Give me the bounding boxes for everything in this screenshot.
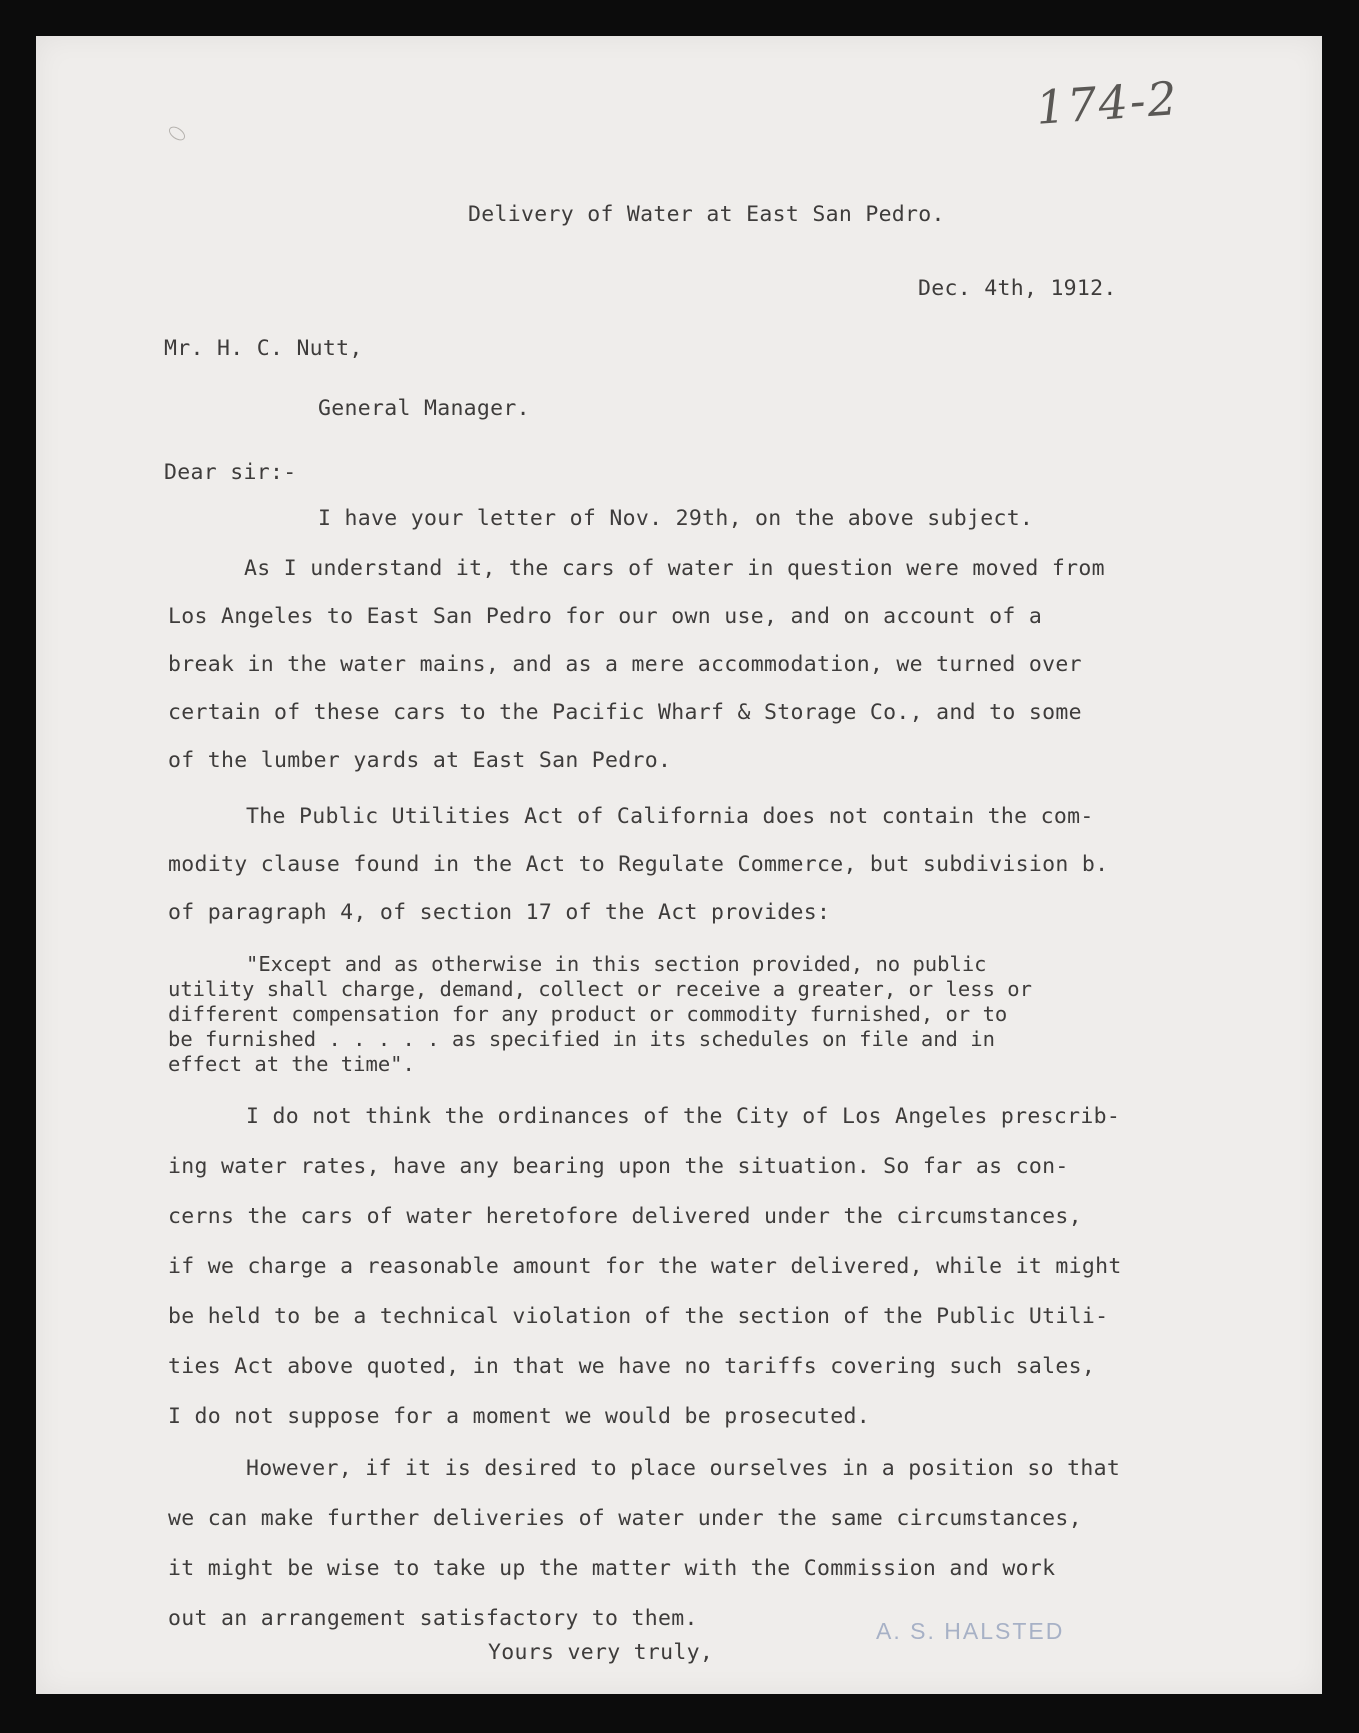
paragraph-line: be held to be a technical violation of the section of the Public Utili- — [168, 1304, 1109, 1329]
paragraph-line: Los Angeles to East San Pedro for our own use, and on account of a — [168, 604, 1043, 629]
salutation: Dear sir:- — [164, 460, 297, 485]
paragraph-line: break in the water mains, and as a mere accommodation, we turned over — [168, 652, 1082, 677]
letter-subject: Delivery of Water at East San Pedro. — [468, 202, 945, 227]
paragraph-line: if we charge a reasonable amount for the water delivered, while it might — [168, 1254, 1122, 1279]
recipient-name: Mr. H. C. Nutt, — [164, 336, 363, 361]
paragraph-line: we can make further deliveries of water under the same circumstances, — [168, 1506, 1082, 1531]
paragraph-line: The Public Utilities Act of California does not contain the com- — [246, 804, 1094, 829]
paragraph-line: it might be wise to take up the matter with the Commission and work — [168, 1556, 1056, 1581]
paragraph-line: However, if it is desired to place ourselves in a position so that — [246, 1456, 1121, 1481]
paragraph-line: ties Act above quoted, in that we have no tariffs covering such sales, — [168, 1354, 1096, 1379]
closing: Yours very truly, — [488, 1640, 714, 1665]
recipient-title: General Manager. — [318, 396, 530, 421]
paragraph-line: cerns the cars of water heretofore delivered under the circumstances, — [168, 1204, 1082, 1229]
paragraph-line: of the lumber yards at East San Pedro. — [168, 748, 672, 773]
signature-stamp: A. S. HALSTED — [876, 1618, 1065, 1644]
paragraph-line: As I understand it, the cars of water in question were moved from — [244, 556, 1105, 581]
paragraph-line: of paragraph 4, of section 17 of the Act provides: — [168, 900, 831, 925]
handwritten-file-number: 174-2 — [1034, 71, 1181, 135]
paragraph-line: modity clause found in the Act to Regulate Commerce, but subdivision b. — [168, 852, 1109, 877]
quote-line: different compensation for any product or commodity furnished, or to — [168, 1002, 1008, 1026]
paragraph-line: I do not think the ordinances of the City of Los Angeles prescrib- — [246, 1104, 1121, 1129]
paragraph-line: ing water rates, have any bearing upon the situation. So far as con- — [168, 1154, 1069, 1179]
paragraph-line: I do not suppose for a moment we would be prosecuted. — [168, 1404, 870, 1429]
letter-date: Dec. 4th, 1912. — [918, 276, 1117, 301]
letter-page — [36, 36, 1322, 1694]
quote-line: utility shall charge, demand, collect or receive a greater, or less or — [168, 977, 1032, 1001]
quote-line: be furnished . . . . . as specified in its schedules on file and in — [168, 1027, 995, 1051]
quote-line: effect at the time". — [168, 1052, 415, 1076]
paragraph-line: out an arrangement satisfactory to them. — [168, 1606, 698, 1631]
paragraph-line: certain of these cars to the Pacific Wharf & Storage Co., and to some — [168, 700, 1082, 725]
quote-line: "Except and as otherwise in this section provided, no public — [246, 952, 987, 976]
paragraph-1: I have your letter of Nov. 29th, on the above subject. — [318, 506, 1034, 531]
paper-tear-mark — [166, 124, 187, 143]
